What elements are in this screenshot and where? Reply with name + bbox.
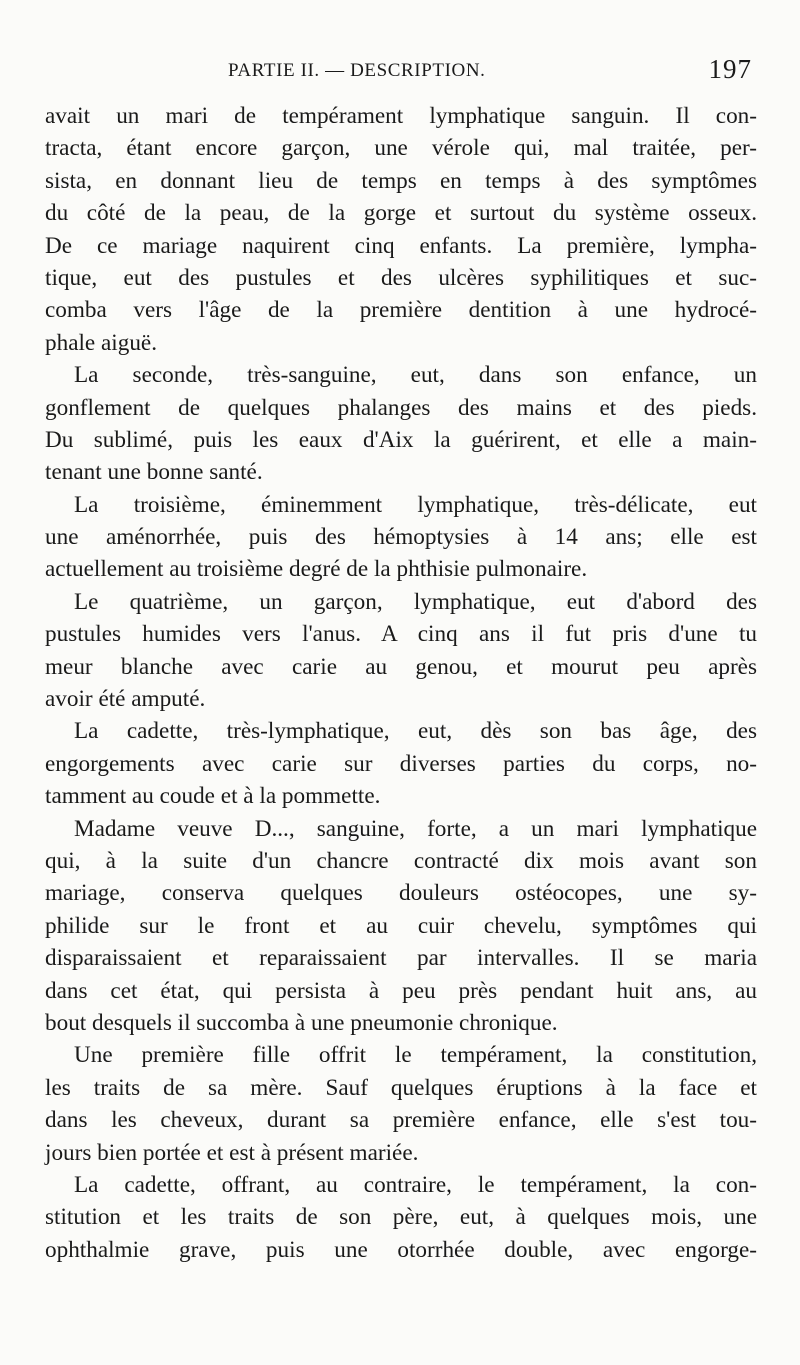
text-line: engorgements avec carie sur diverses parties du corps, no-	[45, 750, 757, 777]
text-line: avait un mari de tempérament lymphatique sanguin. Il con-	[45, 103, 757, 129]
text-line: Une première fille offrit le tempérament, la constitution,	[74, 1042, 757, 1069]
text-line: disparaissaient et reparaissaient par intervalles. Il se maria	[45, 945, 757, 972]
text-line: tique, eut des pustules et des ulcères syphilitiques et suc-	[45, 264, 757, 291]
page-number: 197	[708, 54, 752, 84]
paragraph	[45, 100, 757, 359]
paragraph	[45, 586, 757, 716]
text-line: avoir été amputé.	[45, 686, 206, 713]
text-line: gonflement de quelques phalanges des mains et des pieds.	[45, 394, 757, 421]
running-head: PARTIE II. — DESCRIPTION.	[228, 60, 486, 81]
text-line: sista, en donnant lieu de temps en temps à des symptômes	[45, 167, 757, 194]
text-line: tracta, étant encore garçon, une vérole qui, mal traitée, per-	[45, 135, 757, 162]
page-header	[0, 54, 800, 90]
paragraph	[45, 1169, 757, 1266]
text-line: tamment au coude et à la pommette.	[45, 783, 381, 810]
text-line: comba vers l'âge de la première dentition à une hydrocé-	[45, 297, 757, 324]
text-line: du côté de la peau, de la gorge et surtout du système osseux.	[45, 200, 757, 227]
paragraph	[45, 715, 757, 812]
body-text	[45, 100, 757, 1266]
text-line: stitution et les traits de son père, eut, à quelques mois, une	[45, 1204, 757, 1231]
text-line: jours bien portée et est à présent mariée.	[45, 1139, 419, 1166]
text-line: philide sur le front et au cuir chevelu, symptômes qui	[45, 912, 757, 939]
text-line: pustules humides vers l'anus. A cinq ans il fut pris d'une tu	[45, 621, 757, 648]
text-line: qui, à la suite d'un chancre contracté dix mois avant son	[45, 847, 757, 874]
paragraph	[45, 489, 757, 586]
text-line: bout desquels il succomba à une pneumonie chronique.	[45, 1009, 558, 1036]
text-line: une aménorrhée, puis des hémoptysies à 14 ans; elle est	[45, 524, 757, 551]
text-line: dans cet état, qui persista à peu près pendant huit ans, au	[45, 977, 757, 1004]
text-line: tenant une bonne santé.	[45, 459, 263, 486]
text-line: actuellement au troisième degré de la phthisie pulmonaire.	[45, 556, 588, 583]
text-line: les traits de sa mère. Sauf quelques éruptions à la face et	[45, 1074, 757, 1101]
paragraph	[45, 813, 757, 1040]
text-line: De ce mariage naquirent cinq enfants. La première, lympha-	[45, 232, 757, 259]
text-line: phale aiguë.	[45, 329, 158, 356]
text-line: La seconde, très-sanguine, eut, dans son enfance, un	[74, 362, 757, 389]
text-line: Madame veuve D..., sanguine, forte, a un mari lymphatique	[74, 815, 757, 842]
text-line: mariage, conserva quelques douleurs ostéocopes, une sy-	[45, 880, 757, 907]
text-line: La cadette, très-lymphatique, eut, dès son bas âge, des	[74, 718, 757, 745]
paragraph	[45, 359, 757, 489]
text-line: ophthalmie grave, puis une otorrhée double, avec engorge-	[45, 1236, 757, 1263]
text-line: Du sublimé, puis les eaux d'Aix la guérirent, et elle a main-	[45, 426, 757, 453]
text-line: Le quatrième, un garçon, lymphatique, eut d'abord des	[74, 588, 757, 615]
text-line: La cadette, offrant, au contraire, le tempérament, la con-	[74, 1171, 757, 1198]
text-line: dans les cheveux, durant sa première enfance, elle s'est tou-	[45, 1107, 757, 1134]
paragraph	[45, 1039, 757, 1169]
text-line: La troisième, éminemment lymphatique, très-délicate, eut	[74, 491, 757, 518]
text-line: meur blanche avec carie au genou, et mourut peu après	[45, 653, 757, 680]
